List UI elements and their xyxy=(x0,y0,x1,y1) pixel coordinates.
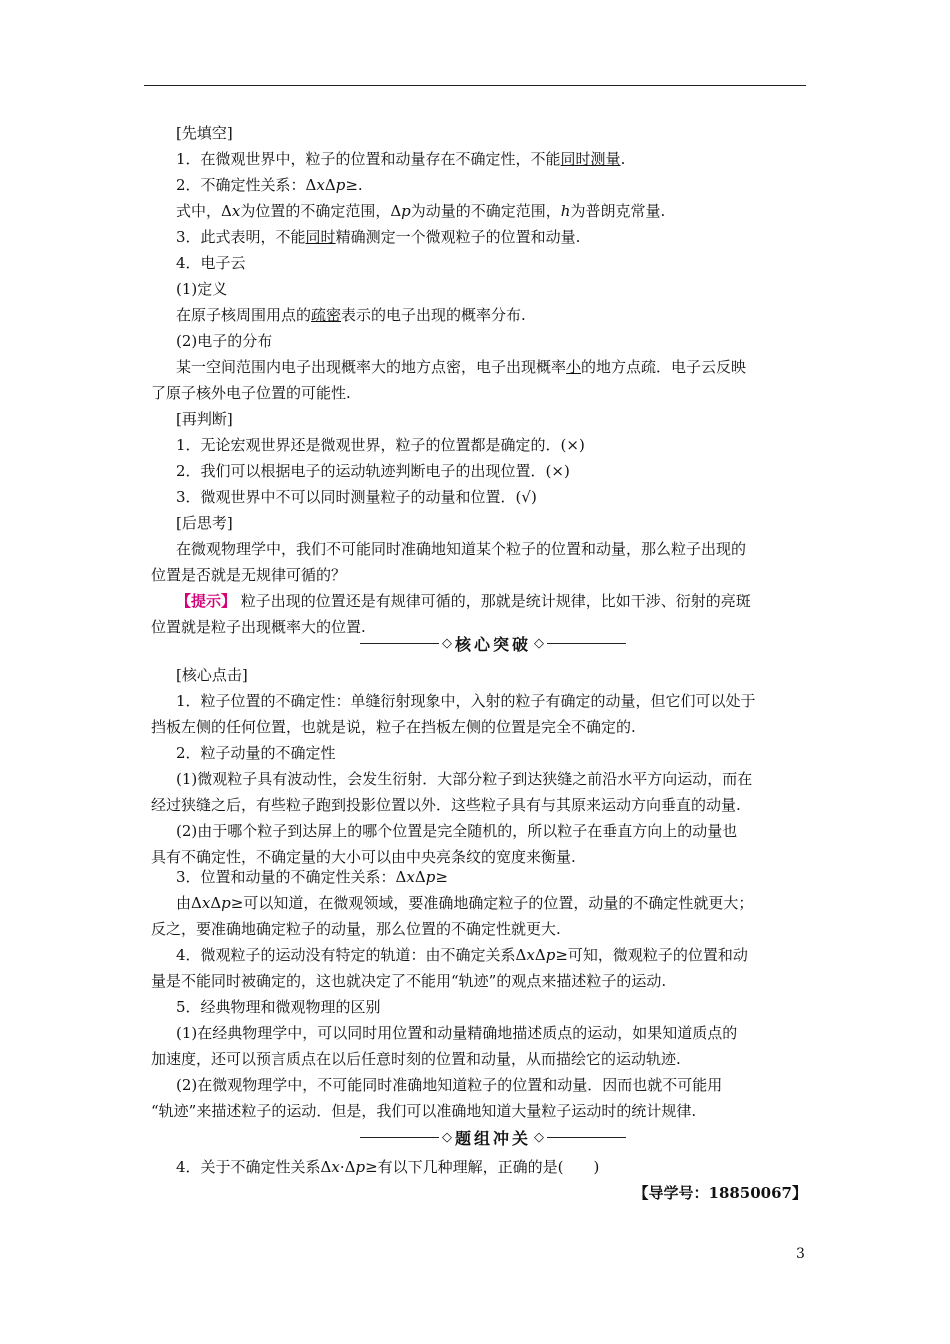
underlined-answer: 同时测量 xyxy=(560,150,621,168)
math-var: h xyxy=(560,202,571,220)
text: 某一空间范围内电子出现概率大的地方点密，电子出现概率 xyxy=(176,358,567,376)
diamond-icon: ◇ xyxy=(534,635,545,651)
judge-item: 1．无论宏观世界还是微观世界，粒子的位置都是确定的．(×) xyxy=(176,436,585,454)
paragraph xyxy=(176,200,665,222)
text: 为动量的不确定范围， xyxy=(410,202,561,220)
math-var: x xyxy=(331,1158,340,1176)
paragraph: (1)定义 xyxy=(176,280,228,298)
hint-paragraph: 位置就是粒子出现概率大的位置. xyxy=(151,618,366,636)
underlined-answer: 小 xyxy=(566,358,582,376)
paragraph: 反之，要准确地确定粒子的动量，那么位置的不确定性就更大. xyxy=(151,920,561,938)
paragraph: (2)在微观物理学中，不可能同时准确地知道粒子的位置和动量．因而也就不可能用 xyxy=(176,1076,723,1094)
text: ≥可以知道，在微观领域，要准确地确定粒子的位置，动量的不确定性就更大； xyxy=(230,894,754,912)
text: 为位置的不确定范围，Δ xyxy=(240,202,402,220)
judge-item: 2．我们可以根据电子的运动轨迹判断电子的出现位置．(×) xyxy=(176,462,570,480)
paragraph: (2)电子的分布 xyxy=(176,332,273,350)
question: 位置是否就是无规律可循的？ xyxy=(151,566,347,584)
paragraph: 了原子核外电子位置的可能性. xyxy=(151,384,351,402)
section-tag-think: [后思考] xyxy=(176,514,233,532)
paragraph: 加速度，还可以预言质点在以后任意时刻的位置和动量，从而描绘它的运动轨迹. xyxy=(151,1050,681,1068)
text: 精确测定一个微观粒子的位置和动量. xyxy=(335,228,581,246)
text: 3．位置和动量的不确定性关系：Δ xyxy=(176,868,407,886)
banner-title: 题组冲关 xyxy=(455,1128,532,1148)
header-rule xyxy=(144,85,806,86)
paragraph xyxy=(176,304,526,326)
page-number: 3 xyxy=(796,1246,805,1262)
text: 2．不确定性关系：Δ xyxy=(176,176,317,194)
math-var: p xyxy=(221,894,231,912)
question: 在微观物理学中，我们不可能同时准确地知道某个粒子的位置和动量，那么粒子出现的 xyxy=(176,540,747,558)
text: Δ xyxy=(324,176,336,194)
diamond-icon: ◇ xyxy=(442,635,452,651)
math-var: p xyxy=(425,868,436,886)
text: 式中，Δ xyxy=(176,202,232,220)
text: ≥ xyxy=(435,868,448,886)
text: . xyxy=(620,150,626,168)
math-var: x xyxy=(201,894,211,912)
math-var: p xyxy=(335,176,346,194)
section-tag-core: [核心点击] xyxy=(176,666,248,684)
paragraph: “轨迹”来描述粒子的运动．但是，我们可以准确地知道大量粒子运动时的统计规律. xyxy=(151,1102,697,1120)
paragraph xyxy=(176,866,448,888)
paragraph xyxy=(176,174,363,196)
text: 1．在微观世界中，粒子的位置和动量存在不确定性，不能 xyxy=(176,150,561,168)
banner-rule xyxy=(547,1137,626,1138)
paragraph: 具有不确定性，不确定量的大小可以由中央亮条纹的宽度来衡量. xyxy=(151,848,576,866)
text: 3．此式表明，不能 xyxy=(176,228,306,246)
text: 的地方点疏．电子云反映 xyxy=(581,358,747,376)
text: ≥可知，微观粒子的位置和动 xyxy=(555,946,748,964)
section-banner-core xyxy=(360,632,626,654)
judge-item: 3．微观世界中不可以同时测量粒子的动量和位置．(√) xyxy=(176,488,537,506)
paragraph: (1)微观粒子具有波动性，会发生衍射．大部分粒子到达狭缝之前沿水平方向运动，而在 xyxy=(176,770,753,788)
exercise-question xyxy=(176,1156,599,1178)
paragraph: 5．经典物理和微观物理的区别 xyxy=(176,998,381,1016)
math-var: p xyxy=(401,202,411,220)
paragraph: 4．电子云 xyxy=(176,254,246,272)
diamond-icon: ◇ xyxy=(442,1129,452,1145)
paragraph: 挡板左侧的任何位置，也就是说，粒子在挡板左侧的位置是完全不确定的. xyxy=(151,718,636,736)
hint-label: 【提示】 xyxy=(176,592,237,610)
math-var: x xyxy=(406,868,415,886)
text: Δ xyxy=(210,894,222,912)
section-tag-judge: [再判断] xyxy=(176,410,233,428)
text: ·Δ xyxy=(339,1158,356,1176)
paragraph xyxy=(176,148,625,170)
paragraph xyxy=(176,892,753,914)
section-tag-fill-blank: [先填空] xyxy=(176,124,233,142)
underlined-answer: 同时 xyxy=(305,228,336,246)
math-var: x xyxy=(526,946,535,964)
text: 为普朗克常量. xyxy=(570,202,666,220)
math-var: x xyxy=(316,176,325,194)
paragraph: (2)由于哪个粒子到达屏上的哪个位置是完全随机的，所以粒子在垂直方向上的动量也 xyxy=(176,822,738,840)
paragraph: 量是不能同时被确定的，这也就决定了不能用“轨迹”的观点来描述粒子的运动. xyxy=(151,972,667,990)
text: 在原子核周围用点的 xyxy=(176,306,312,324)
hint-paragraph xyxy=(176,590,751,612)
banner-rule xyxy=(360,643,439,644)
diamond-icon: ◇ xyxy=(534,1129,545,1145)
paragraph: 2．粒子动量的不确定性 xyxy=(176,744,336,762)
text: Δ xyxy=(414,868,426,886)
text: ≥. xyxy=(345,176,363,194)
guide-number: 【导学号：18850067】 xyxy=(633,1184,807,1202)
underlined-answer: 疏密 xyxy=(311,306,342,324)
math-var: p xyxy=(355,1158,366,1176)
banner-rule xyxy=(360,1137,439,1138)
paragraph xyxy=(176,944,748,966)
paragraph: (1)在经典物理学中，可以同时用位置和动量精确地描述质点的运动，如果知道质点的 xyxy=(176,1024,738,1042)
text: 4．关于不确定性关系Δ xyxy=(176,1158,332,1176)
math-var: p xyxy=(545,946,556,964)
section-banner-exercises xyxy=(360,1126,626,1148)
text: 粒子出现的位置还是有规律可循的，那就是统计规律，比如干涉、衍射的亮斑 xyxy=(236,592,751,610)
text: 4．微观粒子的运动没有特定的轨道：由不确定关系Δ xyxy=(176,946,527,964)
banner-title: 核心突破 xyxy=(455,634,532,654)
text: 表示的电子出现的概率分布. xyxy=(341,306,526,324)
text: 由Δ xyxy=(176,894,202,912)
paragraph: 经过狭缝之后，有些粒子跑到投影位置以外．这些粒子具有与其原来运动方向垂直的动量. xyxy=(151,796,741,814)
paragraph xyxy=(176,356,746,378)
banner-rule xyxy=(547,643,626,644)
text: Δ xyxy=(534,946,546,964)
math-var: x xyxy=(231,202,241,220)
paragraph xyxy=(176,226,580,248)
text: ≥有以下几种理解，正确的是( ) xyxy=(365,1158,600,1176)
paragraph: 1．粒子位置的不确定性：单缝衍射现象中，入射的粒子有确定的动量，但它们可以处于 xyxy=(176,692,756,710)
